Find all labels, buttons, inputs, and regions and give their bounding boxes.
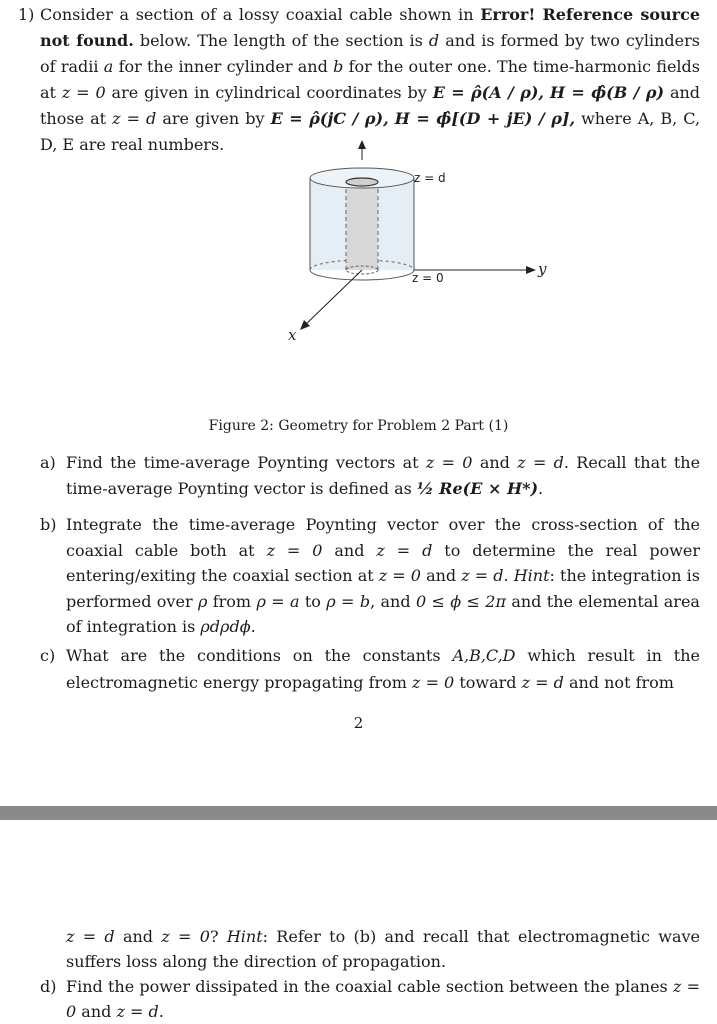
part-c-label: c) <box>40 646 56 665</box>
part-d-text-2: . <box>158 1002 164 1021</box>
field-h-zd: H = ϕ̂[(D + jE) / ρ], <box>394 109 576 128</box>
field-e-z0: E = ρ̂(A / ρ), <box>432 83 544 102</box>
part-b-text-5: , and <box>370 591 411 611</box>
part-a-zd: z = d <box>517 453 564 472</box>
part-b-hint: Hint <box>513 566 550 586</box>
field-h-z0: H = ϕ̂(B / ρ) <box>549 83 665 102</box>
part-b-label: b) <box>40 515 57 534</box>
coax-figure <box>270 140 570 350</box>
part-d <box>40 974 700 1024</box>
intro-text-4: for the inner cylinder and <box>118 57 328 76</box>
part-c-text-3: and not from <box>568 673 674 692</box>
part-b-and2: and <box>426 566 457 586</box>
part-d-text-1: Find the power dissipated in the coaxial cable section between the planes <box>66 977 668 996</box>
part-b-text-6: and the elemental area of integration is <box>66 591 700 637</box>
page-number: 2 <box>353 714 364 732</box>
part-b-text-3: . <box>503 566 509 586</box>
page-2 <box>0 820 717 1024</box>
intro-text-8: are given by <box>162 109 265 128</box>
part-d-label: d) <box>40 977 57 996</box>
part-b-and: and <box>334 540 365 560</box>
part-c <box>40 642 700 696</box>
part-a-and: and <box>479 453 510 472</box>
part-c-text-2: which result in the electromagnetic energy propagating from <box>66 646 700 692</box>
part-b-to: to <box>304 591 321 611</box>
part-b-text-7: . <box>250 617 256 637</box>
problem-number: 1) <box>18 5 35 24</box>
part-d-and: and <box>81 1002 112 1021</box>
part-a-text-1: Find the time-average Poynting vectors at <box>66 453 419 472</box>
part-c-cont-text: : Refer to (b) and recall that electromagnetic wave suffers loss along the direction of propagation. <box>66 927 701 971</box>
intro-text-7: and those at <box>40 83 701 128</box>
part-b-zd: z = d <box>376 540 433 560</box>
intro-text-6: are given in cylindrical coordinates by <box>111 83 427 102</box>
figure-caption: Figure 2: Geometry for Problem 2 Part (1) <box>208 418 509 434</box>
part-c-cont-and: and <box>122 927 154 946</box>
part-b-text-4: : the integration is performed over <box>66 566 700 611</box>
error-reference: Error! Reference source not found. <box>40 5 701 50</box>
part-b-z0: z = 0 <box>266 540 323 560</box>
part-c-cont-hint: Hint <box>226 927 263 946</box>
y-axis-arrow-icon <box>526 266 536 274</box>
part-b-rho-b: ρ = b <box>326 591 371 611</box>
part-c-toward: toward <box>459 673 517 692</box>
part-b-rho-a: ρ = a <box>256 591 300 611</box>
part-a-text-3: . <box>538 479 544 498</box>
outer-bottom-front <box>310 270 414 280</box>
part-a-z0: z = 0 <box>425 453 473 472</box>
part-c-zd: z = d <box>521 673 564 692</box>
part-c-text-1: What are the conditions on the constants <box>66 646 441 665</box>
part-c-constants: A,B,C,D <box>452 646 516 665</box>
part-d-zd: z = d <box>116 1002 159 1021</box>
inner-top-ellipse <box>346 178 378 186</box>
part-c-cont-z0: z = 0 <box>161 927 210 946</box>
var-b: b <box>333 57 344 76</box>
intro-text-9: where A, B, C, D, E are real numbers. <box>40 109 701 154</box>
poynting-formula: ½ Re(E × H*) <box>416 479 539 498</box>
intro-text-5: for the outer one. The time-harmonic fields at <box>40 57 700 102</box>
part-a-text-2: . Recall that the time-average Poynting vector is defined as <box>66 453 701 498</box>
label-z-0: z = 0 <box>412 271 444 285</box>
intro-text-3: and is formed by two cylinders of radii <box>40 31 700 76</box>
part-c-continued <box>66 924 700 974</box>
part-b-rho: ρ <box>197 591 208 611</box>
eq-zd: z = d <box>112 109 157 128</box>
intro-text-1: Consider a section of a lossy coaxial cable shown in <box>40 5 474 24</box>
problem-intro <box>18 2 700 158</box>
part-b-area-element: ρdρdϕ <box>200 617 251 637</box>
intro-text-2: below. The length of the section is <box>139 31 423 50</box>
part-c-cont-zd: z = d <box>66 927 115 946</box>
part-b-text-1: Integrate the time-average Poynting vector over the cross-section of the coaxial cable both at <box>66 515 700 560</box>
label-axis-x: x <box>288 326 297 344</box>
part-d-z0: z = 0 <box>66 977 701 1021</box>
part-b <box>40 512 700 640</box>
label-z-d: z = d <box>414 171 446 185</box>
part-b-zdb: z = d <box>461 566 504 586</box>
part-a <box>40 450 700 502</box>
part-c-cont-q: ? <box>209 927 219 946</box>
label-axis-y: y <box>538 260 547 278</box>
part-c-z0: z = 0 <box>412 673 455 692</box>
var-d: d <box>428 31 440 50</box>
part-b-from: from <box>212 591 252 611</box>
part-b-phi-range: 0 ≤ ϕ ≤ 2π <box>415 591 506 611</box>
eq-z0: z = 0 <box>61 83 106 102</box>
part-a-label: a) <box>40 453 56 472</box>
field-e-zd: E = ρ̂(jC / ρ), <box>270 109 389 128</box>
part-b-z0b: z = 0 <box>378 566 421 586</box>
z-axis-arrow-icon <box>358 140 366 149</box>
part-b-text-2: to determine the real power entering/exiting the coaxial section at <box>66 540 701 586</box>
inner-cylinder-body <box>346 182 378 270</box>
var-a: a <box>103 57 114 76</box>
page-separator <box>0 806 717 820</box>
